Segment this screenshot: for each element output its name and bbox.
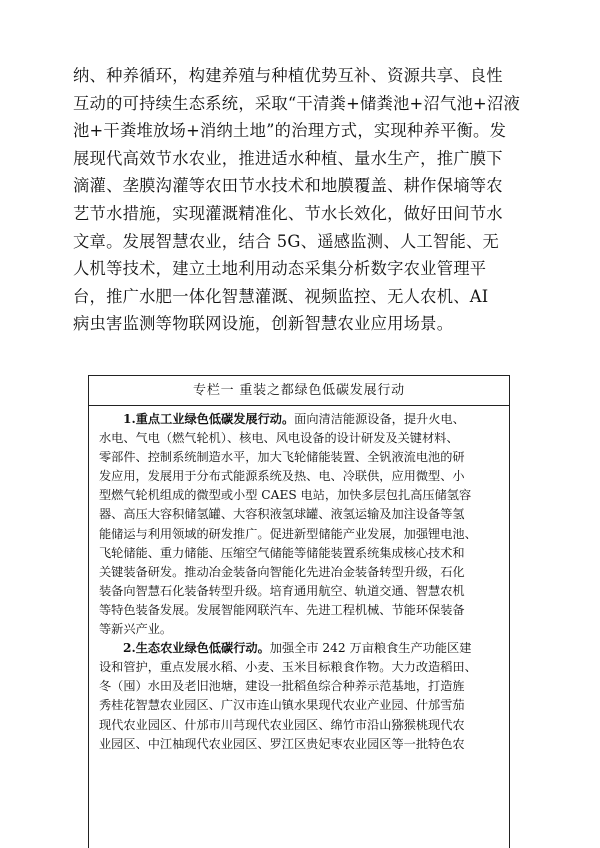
item-1-line: 能储运与利用领域的研发推广。促进新型储能产业发展，加强锂电池、	[99, 526, 477, 541]
item-1-line: 等新兴产业。	[99, 622, 173, 637]
item-1-line: 器、高压大容积储氢罐、大容积液氢球罐、液氢运输及加注设备等氢	[99, 507, 465, 522]
item-2-line: 业园区、中江柚现代农业园区、罗江区贵妃枣农业园区等一批特色农	[99, 736, 465, 751]
item-1-line: 型燃气轮机组成的微型或小型 CAES 电站，加快多层包扎高压储氢容	[99, 488, 472, 503]
item-1-line: 飞轮储能、重力储能、压缩空气储能等储能装置系统集成核心技术和	[99, 545, 465, 560]
body-paragraph	[73, 62, 530, 338]
item-2-line: 现代农业园区、什邡市川芎现代农业园区、绵竹市沿山猕猴桃现代农	[99, 717, 465, 732]
body-line: 文章。发展智慧农业，结合 5G、遥感监测、人工智能、无	[73, 231, 500, 251]
body-line: 展现代高效节水农业，推进适水种植、量水生产，推广膜下	[73, 148, 503, 168]
body-line: 纳、种养循环，构建养殖与种植优势互补、资源共享、良性	[73, 66, 503, 85]
feature-box-title: 专栏一 重装之都绿色低碳发展行动	[89, 376, 509, 406]
body-line: 台，推广水肥一体化智慧灌溉、视频监控、无人农机、AI	[73, 286, 489, 306]
item-1-line: 零部件、控制系统制造水平，加大飞轮储能装置、全钒液流电池的研	[99, 450, 465, 465]
item-1-text: 面向清洁能源设备，提升火电、	[294, 412, 465, 426]
body-line: 滴灌、垄膜沟灌等农田节水技术和地膜覆盖、耕作保墒等农	[73, 176, 503, 196]
feature-box	[88, 375, 510, 848]
item-2-heading: 2.生态农业绿色低碳行动。	[123, 641, 270, 656]
item-2-line: 设和管护，重点发展水稻、小麦、玉米目标粮食作物。大力改造稻田、	[99, 660, 477, 675]
body-line: 病虫害监测等物联网设施，创新智慧农业应用场景。	[73, 314, 454, 334]
item-2-line: 秀桂花智慧农业园区、广汉市连山镇水果现代农业产业园、什邡雪茄	[99, 698, 465, 713]
item-1-line: 装备向智慧石化装备转型升级。培育通用航空、轨道交通、智慧农机	[99, 583, 465, 598]
item-2-text: 加强全市 242 万亩粮食生产功能区建	[269, 641, 472, 656]
feature-box-body	[89, 406, 509, 754]
body-line: 池+干粪堆放场+消纳土地”的治理方式，实现种养平衡。发	[73, 121, 507, 141]
body-line: 互动的可持续生态系统，采取“干清粪+储粪池+沼气池+沼液	[73, 93, 521, 113]
item-1-first-line	[99, 410, 499, 429]
item-1-line: 水电、气电（燃气轮机）、核电、风电设备的设计研发及关键材料、	[99, 431, 459, 446]
item-1-line: 关键装备研发。推动冶金装备向智能化先进冶金装备转型升级，石化	[99, 564, 465, 579]
item-1-heading: 1.重点工业绿色低碳发展行动。	[123, 412, 295, 426]
item-2-first-line	[99, 639, 499, 658]
item-1-line: 等特色装备发展。发展智能网联汽车、先进工程机械、节能环保装备	[99, 602, 465, 617]
body-line: 艺节水措施，实现灌溉精准化、节水长效化，做好田间节水	[73, 203, 503, 223]
item-1-line: 发应用，发展用于分布式能源系统及热、电、冷联供，应用微型、小	[99, 469, 465, 484]
item-2-line: 冬（囤）水田及老旧池塘，建设一批稻鱼综合种养示范基地，打造旌	[99, 679, 465, 694]
body-line: 人机等技术，建立土地利用动态采集分析数字农业管理平	[73, 259, 487, 279]
